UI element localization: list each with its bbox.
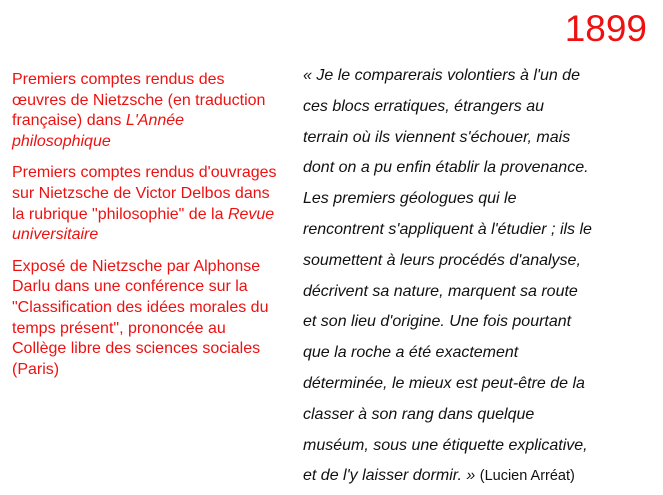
event-italic-title: L'Année philosophique (12, 112, 185, 150)
quote-line: muséum, sous une étiquette explicative, (303, 436, 588, 454)
quote-attribution: (Lucien Arréat) (479, 468, 575, 485)
quote-line: dont on a pu enfin établir la provenance. (303, 159, 589, 177)
event-item (12, 257, 280, 381)
quote-line: rencontrent s'appliquent à l'étudier ; ils le (303, 220, 592, 238)
event-text: Premiers comptes rendus d'ouvrages sur Nietzsche de Victor Delbos dans la rubrique "philosophie" de la (12, 164, 277, 223)
quote-line: terrain où ils viennent s'échouer, mais (303, 128, 571, 146)
quote-line: classer à son rang dans quelque (303, 405, 535, 423)
quote-line: décrivent sa nature, marquent sa route (303, 282, 578, 300)
quote-line: et de l'y laisser dormir. » (303, 467, 476, 485)
quote-block (303, 61, 643, 492)
quote-line: « Je le comparerais volontiers à l'un de (303, 67, 580, 84)
event-list (12, 70, 280, 391)
quote-line: soumettent à leurs procédés d'analyse, (303, 251, 581, 269)
event-item (12, 70, 280, 152)
page-year: 1899 (564, 8, 647, 49)
quote-line: déterminée, le mieux est peut-être de la (303, 374, 585, 392)
quote-line: que la roche a été exactement (303, 344, 519, 362)
event-item (12, 163, 280, 245)
quote-line: et son lieu d'origine. Une fois pourtant (303, 313, 572, 331)
event-text: Premiers comptes rendus des œuvres de Nietzsche (en traduction française) dans (12, 71, 266, 130)
event-italic-title: Revue universitaire (12, 205, 275, 244)
event-text: Exposé de Nietzsche par Alphonse Darlu dans une conférence sur la "Classification des idées morales du temps présent", prononcée au Collège libre des sciences sociales (Paris) (12, 257, 269, 378)
quote-line: ces blocs erratiques, étrangers au (303, 97, 545, 115)
quote-line-last (303, 461, 643, 492)
quote-line: Les premiers géologues qui le (303, 190, 517, 208)
